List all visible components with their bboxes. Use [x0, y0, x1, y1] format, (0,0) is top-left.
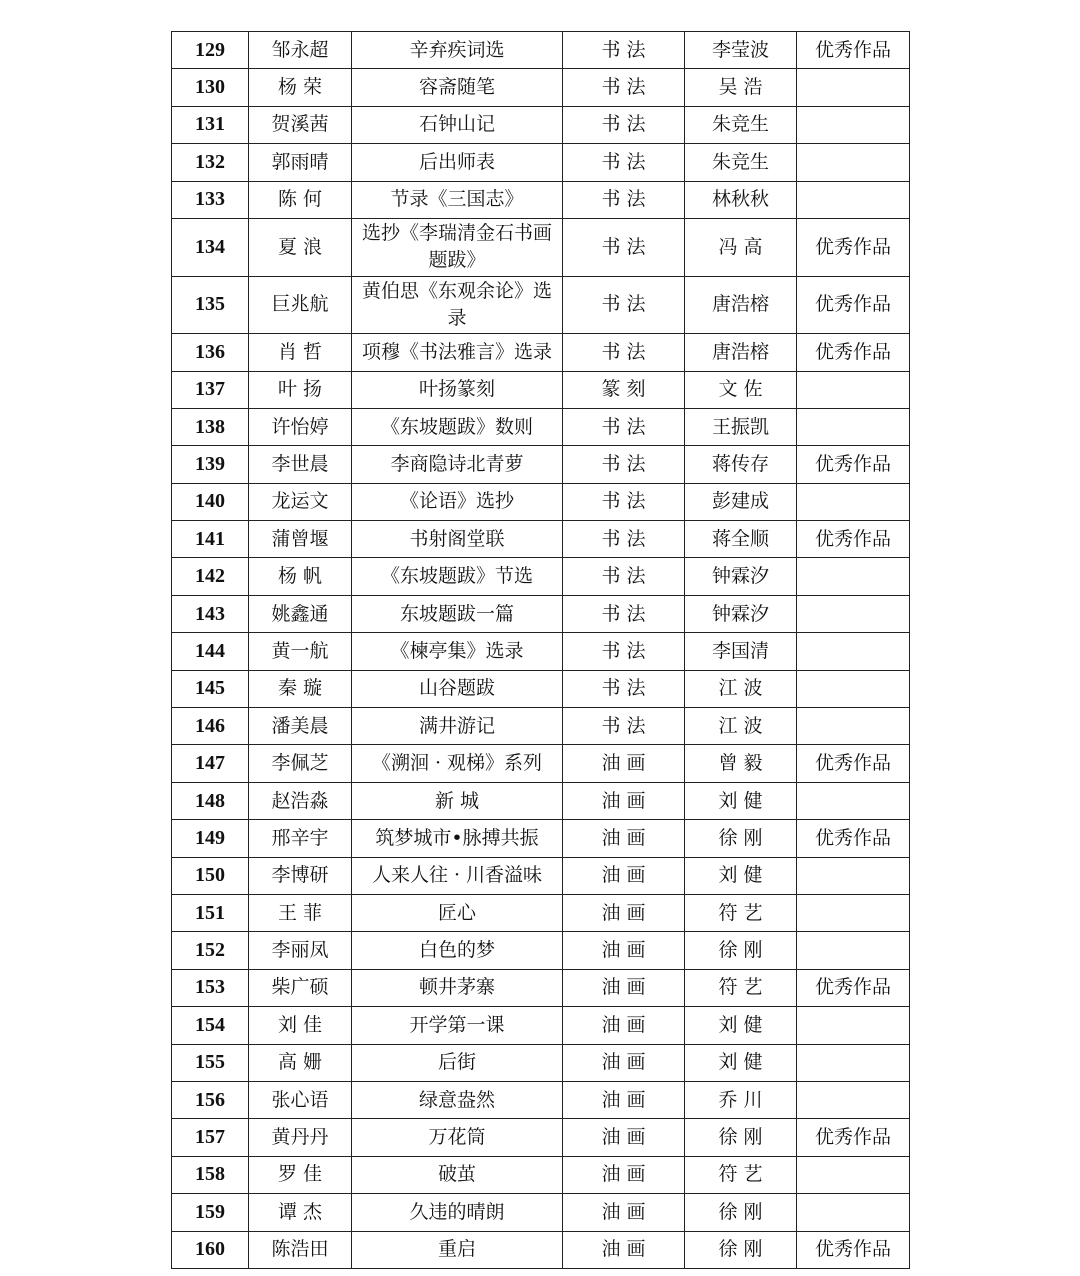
work-title-cell: 筑梦城市•脉搏共振: [352, 820, 563, 857]
category-cell: 油 画: [563, 1231, 685, 1268]
category-cell: 书 法: [563, 708, 685, 745]
award-note-cell: 优秀作品: [797, 820, 910, 857]
teacher-cell: 徐 刚: [685, 932, 797, 969]
category-cell: 书 法: [563, 558, 685, 595]
category-cell: 油 画: [563, 1044, 685, 1081]
student-name-cell: 张心语: [249, 1081, 352, 1118]
table-row: [172, 708, 910, 745]
student-name-cell: 龙运文: [249, 483, 352, 520]
award-note-cell: 优秀作品: [797, 1231, 910, 1268]
award-note-cell: [797, 595, 910, 632]
student-name-cell: 邢辛宇: [249, 820, 352, 857]
entry-number-cell: 134: [172, 218, 249, 276]
table-row: [172, 1081, 910, 1118]
table-row: [172, 745, 910, 782]
table-row: [172, 144, 910, 181]
work-title-cell: 《东坡题跋》节选: [352, 558, 563, 595]
table-row: [172, 1007, 910, 1044]
entry-number-cell: 160: [172, 1231, 249, 1268]
category-cell: 书 法: [563, 408, 685, 445]
work-title-cell: 满井游记: [352, 708, 563, 745]
teacher-cell: 朱竞生: [685, 106, 797, 143]
student-name-cell: 李博研: [249, 857, 352, 894]
award-note-cell: 优秀作品: [797, 446, 910, 483]
award-note-cell: [797, 670, 910, 707]
teacher-cell: 唐浩榕: [685, 276, 797, 334]
category-cell: 书 法: [563, 595, 685, 632]
award-note-cell: [797, 932, 910, 969]
award-note-cell: [797, 633, 910, 670]
category-cell: 油 画: [563, 820, 685, 857]
teacher-cell: 王振凯: [685, 408, 797, 445]
table-row: [172, 969, 910, 1006]
work-title-cell: 石钟山记: [352, 106, 563, 143]
entry-number-cell: 149: [172, 820, 249, 857]
table-row: [172, 1044, 910, 1081]
work-title-cell: 书射阁堂联: [352, 521, 563, 558]
work-title-cell: 开学第一课: [352, 1007, 563, 1044]
table-row: [172, 521, 910, 558]
teacher-cell: 江 波: [685, 708, 797, 745]
student-name-cell: 蒲曾堰: [249, 521, 352, 558]
category-cell: 书 法: [563, 483, 685, 520]
table-row: [172, 857, 910, 894]
teacher-cell: 刘 健: [685, 782, 797, 819]
entry-number-cell: 152: [172, 932, 249, 969]
student-name-cell: 贺溪茜: [249, 106, 352, 143]
student-name-cell: 邹永超: [249, 32, 352, 69]
student-name-cell: 叶 扬: [249, 371, 352, 408]
student-name-cell: 黄丹丹: [249, 1119, 352, 1156]
entry-number-cell: 129: [172, 32, 249, 69]
award-note-cell: [797, 782, 910, 819]
entry-number-cell: 139: [172, 446, 249, 483]
works-table-body: [172, 32, 910, 1269]
entry-number-cell: 142: [172, 558, 249, 595]
category-cell: 油 画: [563, 895, 685, 932]
teacher-cell: 朱竞生: [685, 144, 797, 181]
award-note-cell: 优秀作品: [797, 1119, 910, 1156]
award-note-cell: [797, 371, 910, 408]
award-note-cell: [797, 181, 910, 218]
teacher-cell: 徐 刚: [685, 820, 797, 857]
student-name-cell: 李世晨: [249, 446, 352, 483]
work-title-cell: 《论语》选抄: [352, 483, 563, 520]
award-note-cell: [797, 1007, 910, 1044]
table-row: [172, 670, 910, 707]
teacher-cell: 林秋秋: [685, 181, 797, 218]
category-cell: 油 画: [563, 782, 685, 819]
table-row: [172, 408, 910, 445]
student-name-cell: 黄一航: [249, 633, 352, 670]
entry-number-cell: 158: [172, 1156, 249, 1193]
award-note-cell: 优秀作品: [797, 521, 910, 558]
award-note-cell: [797, 1156, 910, 1193]
award-note-cell: [797, 1194, 910, 1231]
table-row: [172, 218, 910, 276]
teacher-cell: 李莹波: [685, 32, 797, 69]
category-cell: 油 画: [563, 932, 685, 969]
student-name-cell: 刘 佳: [249, 1007, 352, 1044]
entry-number-cell: 147: [172, 745, 249, 782]
category-cell: 油 画: [563, 1081, 685, 1118]
award-note-cell: [797, 895, 910, 932]
award-note-cell: [797, 558, 910, 595]
award-note-cell: 优秀作品: [797, 276, 910, 334]
award-note-cell: 优秀作品: [797, 334, 910, 371]
entry-number-cell: 137: [172, 371, 249, 408]
teacher-cell: 刘 健: [685, 857, 797, 894]
entry-number-cell: 140: [172, 483, 249, 520]
category-cell: 书 法: [563, 521, 685, 558]
teacher-cell: 唐浩榕: [685, 334, 797, 371]
entry-number-cell: 133: [172, 181, 249, 218]
category-cell: 书 法: [563, 334, 685, 371]
category-cell: 油 画: [563, 1156, 685, 1193]
work-title-cell: 辛弃疾词选: [352, 32, 563, 69]
entry-number-cell: 146: [172, 708, 249, 745]
work-title-cell: 叶扬篆刻: [352, 371, 563, 408]
award-note-cell: [797, 106, 910, 143]
category-cell: 油 画: [563, 1194, 685, 1231]
work-title-cell: 久违的晴朗: [352, 1194, 563, 1231]
teacher-cell: 符 艺: [685, 1156, 797, 1193]
student-name-cell: 高 姗: [249, 1044, 352, 1081]
table-row: [172, 106, 910, 143]
entry-number-cell: 153: [172, 969, 249, 1006]
award-note-cell: 优秀作品: [797, 969, 910, 1006]
award-note-cell: [797, 1044, 910, 1081]
work-title-cell: 破茧: [352, 1156, 563, 1193]
work-title-cell: 人来人往 · 川香溢味: [352, 857, 563, 894]
award-note-cell: 优秀作品: [797, 32, 910, 69]
award-note-cell: 优秀作品: [797, 745, 910, 782]
teacher-cell: 蒋全顺: [685, 521, 797, 558]
table-row: [172, 1156, 910, 1193]
teacher-cell: 彭建成: [685, 483, 797, 520]
category-cell: 油 画: [563, 1007, 685, 1044]
entry-number-cell: 131: [172, 106, 249, 143]
works-table: [171, 31, 910, 1269]
category-cell: 书 法: [563, 633, 685, 670]
table-row: [172, 932, 910, 969]
table-row: [172, 276, 910, 334]
category-cell: 油 画: [563, 1119, 685, 1156]
award-note-cell: 优秀作品: [797, 218, 910, 276]
work-title-cell: 选抄《李瑞清金石书画题跋》: [352, 218, 563, 276]
work-title-cell: 万花筒: [352, 1119, 563, 1156]
category-cell: 油 画: [563, 969, 685, 1006]
entry-number-cell: 135: [172, 276, 249, 334]
work-title-cell: 《溯洄 · 观梯》系列: [352, 745, 563, 782]
teacher-cell: 徐 刚: [685, 1119, 797, 1156]
table-row: [172, 633, 910, 670]
teacher-cell: 乔 川: [685, 1081, 797, 1118]
student-name-cell: 肖 哲: [249, 334, 352, 371]
table-row: [172, 181, 910, 218]
work-title-cell: 顿井茅寨: [352, 969, 563, 1006]
student-name-cell: 柴广硕: [249, 969, 352, 1006]
student-name-cell: 郭雨晴: [249, 144, 352, 181]
entry-number-cell: 130: [172, 69, 249, 106]
table-row: [172, 820, 910, 857]
student-name-cell: 罗 佳: [249, 1156, 352, 1193]
entry-number-cell: 156: [172, 1081, 249, 1118]
student-name-cell: 潘美晨: [249, 708, 352, 745]
work-title-cell: 《楝亭集》选录: [352, 633, 563, 670]
award-note-cell: [797, 483, 910, 520]
award-note-cell: [797, 69, 910, 106]
work-title-cell: 《东坡题跋》数则: [352, 408, 563, 445]
award-note-cell: [797, 857, 910, 894]
entry-number-cell: 136: [172, 334, 249, 371]
category-cell: 书 法: [563, 181, 685, 218]
student-name-cell: 杨 帆: [249, 558, 352, 595]
student-name-cell: 夏 浪: [249, 218, 352, 276]
student-name-cell: 秦 璇: [249, 670, 352, 707]
student-name-cell: 李佩芝: [249, 745, 352, 782]
work-title-cell: 节录《三国志》: [352, 181, 563, 218]
award-note-cell: [797, 1081, 910, 1118]
entry-number-cell: 145: [172, 670, 249, 707]
award-note-cell: [797, 408, 910, 445]
entry-number-cell: 144: [172, 633, 249, 670]
entry-number-cell: 154: [172, 1007, 249, 1044]
entry-number-cell: 143: [172, 595, 249, 632]
teacher-cell: 刘 健: [685, 1007, 797, 1044]
entry-number-cell: 148: [172, 782, 249, 819]
teacher-cell: 钟霖汐: [685, 595, 797, 632]
category-cell: 书 法: [563, 32, 685, 69]
entry-number-cell: 155: [172, 1044, 249, 1081]
work-title-cell: 容斋随笔: [352, 69, 563, 106]
entry-number-cell: 159: [172, 1194, 249, 1231]
work-title-cell: 白色的梦: [352, 932, 563, 969]
table-row: [172, 895, 910, 932]
table-row: [172, 558, 910, 595]
work-title-cell: 后出师表: [352, 144, 563, 181]
work-title-cell: 黄伯思《东观余论》选录: [352, 276, 563, 334]
table-row: [172, 371, 910, 408]
table-row: [172, 483, 910, 520]
table-row: [172, 595, 910, 632]
student-name-cell: 李丽凤: [249, 932, 352, 969]
student-name-cell: 姚鑫通: [249, 595, 352, 632]
work-title-cell: 李商隐诗北青萝: [352, 446, 563, 483]
teacher-cell: 蒋传存: [685, 446, 797, 483]
entry-number-cell: 151: [172, 895, 249, 932]
work-title-cell: 匠心: [352, 895, 563, 932]
category-cell: 书 法: [563, 69, 685, 106]
student-name-cell: 谭 杰: [249, 1194, 352, 1231]
entry-number-cell: 150: [172, 857, 249, 894]
teacher-cell: 符 艺: [685, 969, 797, 1006]
table-row: [172, 1194, 910, 1231]
table-row: [172, 32, 910, 69]
work-title-cell: 东坡题跋一篇: [352, 595, 563, 632]
award-note-cell: [797, 144, 910, 181]
work-title-cell: 山谷题跋: [352, 670, 563, 707]
work-title-cell: 新 城: [352, 782, 563, 819]
teacher-cell: 符 艺: [685, 895, 797, 932]
award-note-cell: [797, 708, 910, 745]
category-cell: 书 法: [563, 276, 685, 334]
work-title-cell: 重启: [352, 1231, 563, 1268]
table-row: [172, 1119, 910, 1156]
category-cell: 书 法: [563, 446, 685, 483]
category-cell: 书 法: [563, 670, 685, 707]
teacher-cell: 文 佐: [685, 371, 797, 408]
work-title-cell: 后街: [352, 1044, 563, 1081]
student-name-cell: 陈 何: [249, 181, 352, 218]
student-name-cell: 陈浩田: [249, 1231, 352, 1268]
teacher-cell: 钟霖汐: [685, 558, 797, 595]
table-row: [172, 446, 910, 483]
table-row: [172, 334, 910, 371]
table-row: [172, 69, 910, 106]
category-cell: 油 画: [563, 857, 685, 894]
teacher-cell: 江 波: [685, 670, 797, 707]
category-cell: 书 法: [563, 106, 685, 143]
category-cell: 书 法: [563, 144, 685, 181]
entry-number-cell: 132: [172, 144, 249, 181]
entry-number-cell: 157: [172, 1119, 249, 1156]
work-title-cell: 绿意盎然: [352, 1081, 563, 1118]
teacher-cell: 冯 高: [685, 218, 797, 276]
teacher-cell: 徐 刚: [685, 1194, 797, 1231]
entry-number-cell: 138: [172, 408, 249, 445]
teacher-cell: 李国清: [685, 633, 797, 670]
work-title-cell: 项穆《书法雅言》选录: [352, 334, 563, 371]
teacher-cell: 刘 健: [685, 1044, 797, 1081]
category-cell: 油 画: [563, 745, 685, 782]
category-cell: 篆 刻: [563, 371, 685, 408]
student-name-cell: 王 菲: [249, 895, 352, 932]
student-name-cell: 杨 荣: [249, 69, 352, 106]
table-row: [172, 782, 910, 819]
student-name-cell: 赵浩淼: [249, 782, 352, 819]
teacher-cell: 徐 刚: [685, 1231, 797, 1268]
entry-number-cell: 141: [172, 521, 249, 558]
teacher-cell: 曾 毅: [685, 745, 797, 782]
category-cell: 书 法: [563, 218, 685, 276]
student-name-cell: 许怡婷: [249, 408, 352, 445]
teacher-cell: 吴 浩: [685, 69, 797, 106]
student-name-cell: 巨兆航: [249, 276, 352, 334]
table-row: [172, 1231, 910, 1268]
